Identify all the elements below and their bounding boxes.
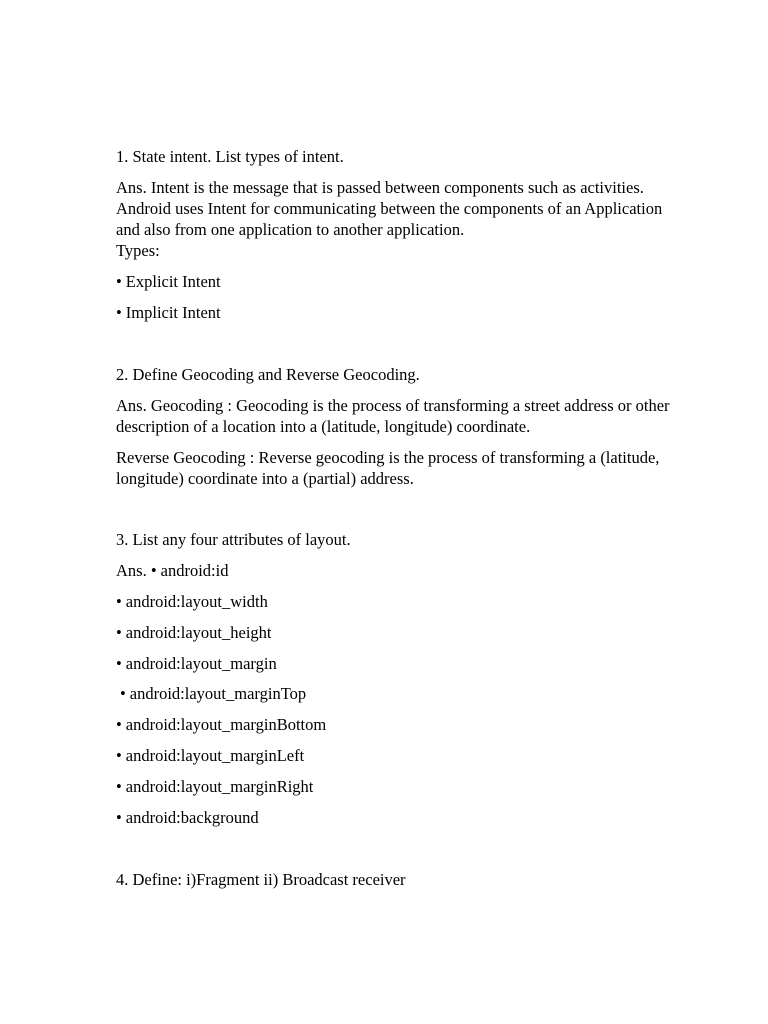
q1-types-label: Types: xyxy=(116,241,160,260)
q3-attribute-item: • android:id xyxy=(151,561,229,580)
q1-answer-text: Ans. Intent is the message that is passed between components such as activities. Android uses Intent for communicating between the components of an Application and also from one application to another application. xyxy=(116,178,663,239)
q3-attribute-item: • android:layout_marginBottom xyxy=(116,714,326,735)
q1-answer xyxy=(116,177,676,261)
q3-attribute-item: • android:layout_marginRight xyxy=(116,776,313,797)
q2-answer-reverse: Reverse Geocoding : Reverse geocoding is the process of transforming a (latitude, longitude) coordinate into a (partial) address. xyxy=(116,448,660,488)
q4-question: 4. Define: i)Fragment ii) Broadcast receiver xyxy=(116,870,406,889)
q3-attribute-item: • android:layout_margin xyxy=(116,653,277,674)
q2-question: 2. Define Geocoding and Reverse Geocoding. xyxy=(116,365,420,384)
q3-ans-prefix: Ans. xyxy=(116,561,147,580)
q3-attribute-item: • android:layout_marginTop xyxy=(120,683,306,704)
q3-attribute-item: • android:layout_marginLeft xyxy=(116,745,304,766)
q2-answer-geocoding: Ans. Geocoding : Geocoding is the process of transforming a street address or other description of a location into a (latitude, longitude) coordinate. xyxy=(116,396,670,436)
q3-answer-first xyxy=(116,560,228,581)
q3-attribute-item: • android:background xyxy=(116,807,259,828)
q3-question: 3. List any four attributes of layout. xyxy=(116,530,351,549)
q3-attribute-item: • android:layout_height xyxy=(116,622,272,643)
q1-type-item: • Implicit Intent xyxy=(116,302,221,323)
q1-type-item: • Explicit Intent xyxy=(116,271,221,292)
q1-question: 1. State intent. List types of intent. xyxy=(116,147,344,166)
q3-attribute-item: • android:layout_width xyxy=(116,591,268,612)
